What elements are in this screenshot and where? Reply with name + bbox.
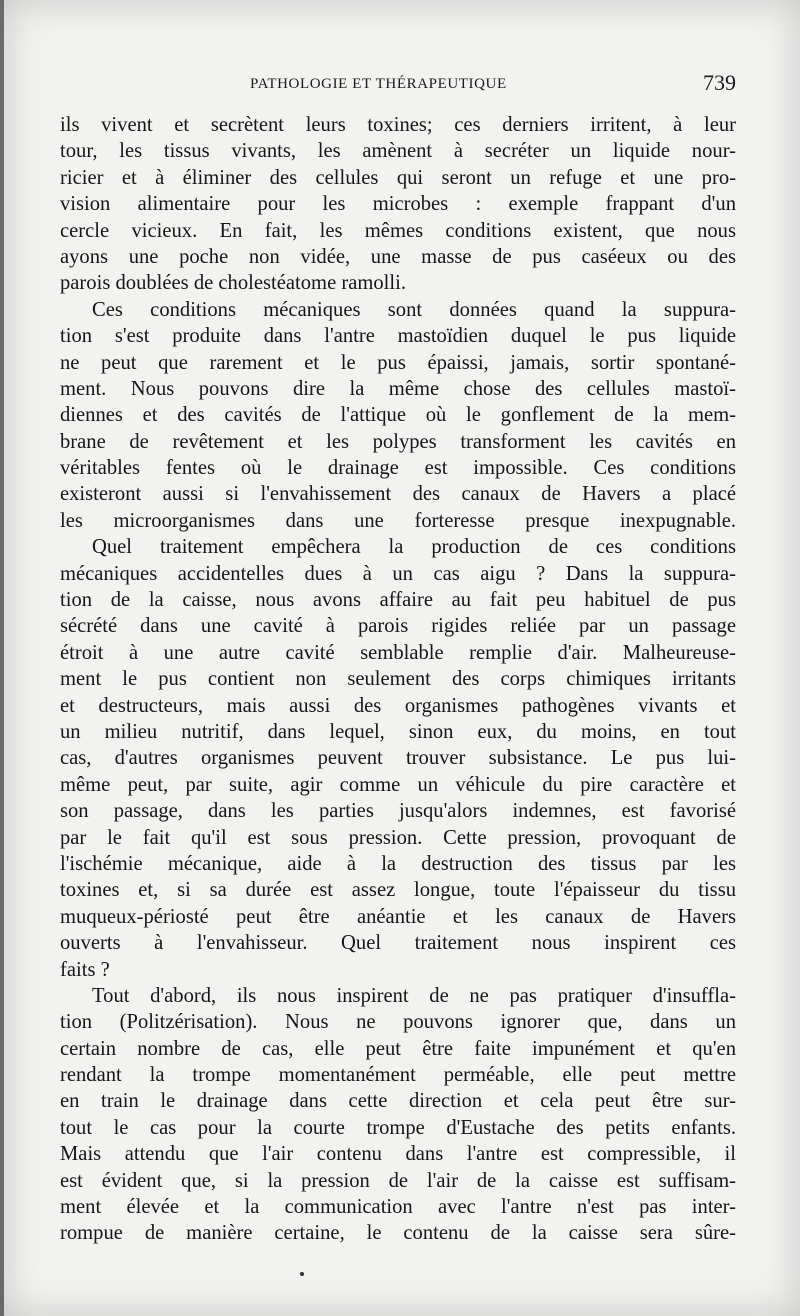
paragraph-start-line: Quel traitement empêchera la production de ces conditions [92,536,736,559]
text-line: véritables fentes où le drainage est impossible. Ces conditions [60,457,736,480]
paragraph-start-line: Tout d'abord, ils nous inspirent de ne pas pratiquer d'insuffla- [92,984,736,1007]
text-line: certain nombre de cas, elle peut être faite impunément et qu'en [60,1037,736,1060]
text-line: faits ? [60,958,110,981]
text-line: ouverts à l'envahisseur. Quel traitement nous inspirent ces [60,932,736,955]
text-line: un milieu nutritif, dans lequel, sinon eux, du moins, en tout [60,720,736,743]
text-line: existeront aussi si l'envahissement des canaux de Havers a placé [60,483,736,506]
running-title: PATHOLOGIE ET THÉRAPEUTIQUE [250,76,507,92]
running-head [60,70,736,100]
text-line: ayons une poche non vidée, une masse de pus caséeux ou des [60,245,736,268]
text-line: est évident que, si la pression de l'air de la caisse est suffisam- [60,1169,736,1192]
text-line: tout le cas pour la courte trompe d'Eustache des petits enfants. [60,1116,736,1139]
text-line: brane de revêtement et les polypes transforment les cavités en [60,430,736,453]
printer-mark [300,1272,304,1276]
text-line: son passage, dans les parties jusqu'alors indemnes, est favorisé [60,800,736,823]
text-line: parois doublées de cholestéatome ramolli. [60,272,406,295]
text-line: ment. Nous pouvons dire la même chose des cellules mastoï- [60,377,736,400]
text-line: sécrété dans une cavité à parois rigides reliée par un passage [60,615,736,638]
page-number: 739 [703,70,736,95]
text-line: vision alimentaire pour les microbes : exemple frappant d'un [60,193,736,216]
paragraph-start-line: Ces conditions mécaniques sont données quand la suppura- [92,298,736,321]
text-line: les microorganismes dans une forteresse presque inexpugnable. [60,509,736,532]
text-line: en train le drainage dans cette direction et cela peut être sur- [60,1090,736,1113]
text-line: rompue de manière certaine, le contenu de la caisse sera sûre- [60,1222,736,1245]
text-line: même peut, par suite, agir comme un véhicule du pire caractère et [60,773,736,796]
body-text [60,112,736,1247]
text-line: rendant la trompe momentanément perméable, elle peut mettre [60,1064,736,1087]
text-line: cercle vicieux. En fait, les mêmes conditions existent, que nous [60,219,736,242]
text-line: ricier et à éliminer des cellules qui seront un refuge et une pro- [60,166,736,189]
text-line: tour, les tissus vivants, les amènent à secréter un liquide nour- [60,140,736,163]
text-line: par le fait qu'il est sous pression. Cette pression, provoquant de [60,826,736,849]
text-line: tion s'est produite dans l'antre mastoïdien duquel le pus liquide [60,325,736,348]
text-line: Mais attendu que l'air contenu dans l'antre est compressible, il [60,1143,736,1166]
text-line: ne peut que rarement et le pus épaissi, jamais, sortir spontané- [60,351,736,374]
text-line: tion (Politzérisation). Nous ne pouvons ignorer que, dans un [60,1011,736,1034]
text-line: tion de la caisse, nous avons affaire au fait peu habituel de pus [60,589,736,612]
text-line: mécaniques accidentelles dues à un cas aigu ? Dans la suppura- [60,562,736,585]
text-line: ment élevée et la communication avec l'antre n'est pas inter- [60,1196,736,1219]
book-page [4,0,800,1316]
text-line: diennes et des cavités de l'attique où le gonflement de la mem- [60,404,736,427]
text-line: muqueux-périosté peut être anéantie et les canaux de Havers [60,905,736,928]
text-line: ils vivent et secrètent leurs toxines; ces derniers irritent, à leur [60,114,736,136]
text-line: étroit à une autre cavité semblable remplie d'air. Malheureuse- [60,641,736,664]
text-line: toxines et, si sa durée est assez longue, toute l'épaisseur du tissu [60,879,736,902]
text-line: ment le pus contient non seulement des corps chimiques irritants [60,668,736,691]
text-line: cas, d'autres organismes peuvent trouver subsistance. Le pus lui- [60,747,736,770]
text-line: l'ischémie mécanique, aide à la destruction des tissus par les [60,852,736,875]
text-line: et destructeurs, mais aussi des organismes pathogènes vivants et [60,694,736,717]
